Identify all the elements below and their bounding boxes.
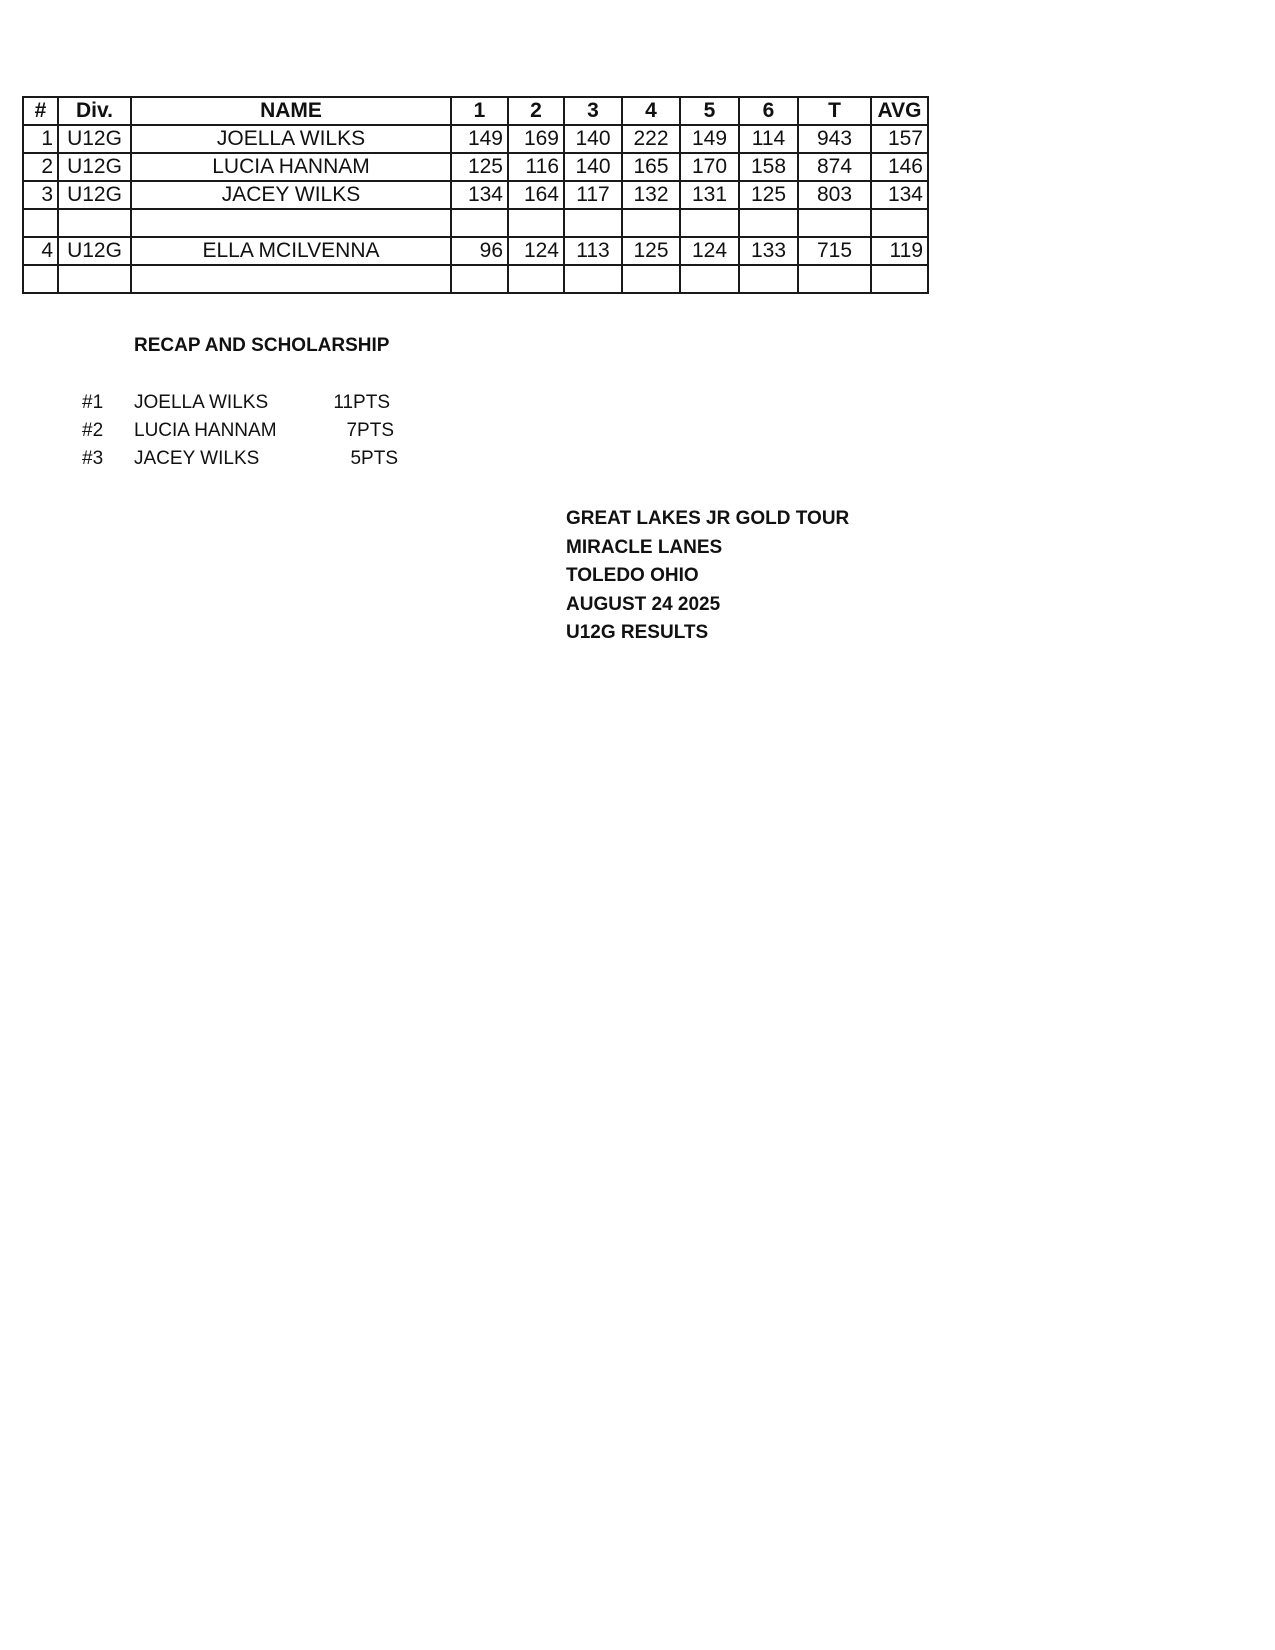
cell-rank <box>23 265 58 293</box>
cell-game-2: 116 <box>508 153 564 181</box>
cell-division: U12G <box>58 181 131 209</box>
table-row <box>23 125 928 153</box>
cell-game-5 <box>680 209 739 237</box>
header-game-5: 5 <box>680 97 739 125</box>
cell-average <box>871 209 928 237</box>
cell-game-2: 164 <box>508 181 564 209</box>
cell-game-4: 165 <box>622 153 680 181</box>
cell-game-3: 113 <box>564 237 622 265</box>
cell-total: 943 <box>798 125 871 153</box>
header-game-2: 2 <box>508 97 564 125</box>
cell-game-5: 124 <box>680 237 739 265</box>
header-name: NAME <box>131 97 451 125</box>
event-results-label: U12G RESULTS <box>566 622 709 643</box>
cell-rank <box>23 209 58 237</box>
cell-name: ELLA MCILVENNA <box>131 237 451 265</box>
cell-average: 146 <box>871 153 928 181</box>
cell-game-1 <box>451 209 508 237</box>
cell-game-6: 125 <box>739 181 798 209</box>
cell-game-1: 149 <box>451 125 508 153</box>
cell-game-5: 131 <box>680 181 739 209</box>
cell-game-1 <box>451 265 508 293</box>
recap-points: 7PTS <box>346 420 394 441</box>
cell-game-4: 222 <box>622 125 680 153</box>
cell-rank: 2 <box>23 153 58 181</box>
table-row-empty <box>23 209 928 237</box>
cell-game-6 <box>739 209 798 237</box>
recap-rank: #2 <box>82 420 104 441</box>
table-header-row <box>23 97 928 125</box>
recap-points: 11PTS <box>333 392 390 413</box>
header-game-3: 3 <box>564 97 622 125</box>
cell-game-6 <box>739 265 798 293</box>
cell-game-3 <box>564 265 622 293</box>
cell-game-3 <box>564 209 622 237</box>
cell-total: 715 <box>798 237 871 265</box>
recap-name: JACEY WILKS <box>134 448 260 469</box>
cell-total <box>798 209 871 237</box>
cell-average: 119 <box>871 237 928 265</box>
recap-name: LUCIA HANNAM <box>134 420 277 441</box>
cell-total <box>798 265 871 293</box>
cell-total: 803 <box>798 181 871 209</box>
cell-name <box>131 265 451 293</box>
cell-game-3: 117 <box>564 181 622 209</box>
recap-title: RECAP AND SCHOLARSHIP <box>134 335 390 356</box>
cell-game-3: 140 <box>564 125 622 153</box>
cell-game-2 <box>508 265 564 293</box>
header-game-4: 4 <box>622 97 680 125</box>
cell-rank: 4 <box>23 237 58 265</box>
cell-game-4: 132 <box>622 181 680 209</box>
header-average: AVG <box>871 97 928 125</box>
cell-game-5: 149 <box>680 125 739 153</box>
cell-game-4: 125 <box>622 237 680 265</box>
cell-average: 134 <box>871 181 928 209</box>
event-tour: GREAT LAKES JR GOLD TOUR <box>566 508 850 529</box>
table-row <box>23 181 928 209</box>
header-division: Div. <box>58 97 131 125</box>
cell-game-2: 124 <box>508 237 564 265</box>
cell-rank: 1 <box>23 125 58 153</box>
scores-table <box>22 96 929 294</box>
cell-game-6: 133 <box>739 237 798 265</box>
event-city: TOLEDO OHIO <box>566 565 699 586</box>
cell-name: JOELLA WILKS <box>131 125 451 153</box>
recap-name: JOELLA WILKS <box>134 392 269 413</box>
cell-game-4 <box>622 265 680 293</box>
cell-game-6: 158 <box>739 153 798 181</box>
cell-average: 157 <box>871 125 928 153</box>
recap-points: 5PTS <box>350 448 398 469</box>
cell-total: 874 <box>798 153 871 181</box>
cell-game-1: 96 <box>451 237 508 265</box>
table-row <box>23 237 928 265</box>
cell-name: JACEY WILKS <box>131 181 451 209</box>
header-game-6: 6 <box>739 97 798 125</box>
event-venue: MIRACLE LANES <box>566 536 723 558</box>
recap-rank: #1 <box>82 392 104 413</box>
cell-game-5 <box>680 265 739 293</box>
cell-name <box>131 209 451 237</box>
cell-average <box>871 265 928 293</box>
cell-rank: 3 <box>23 181 58 209</box>
cell-division: U12G <box>58 153 131 181</box>
cell-game-4 <box>622 209 680 237</box>
table-row-empty <box>23 265 928 293</box>
cell-game-6: 114 <box>739 125 798 153</box>
cell-game-2: 169 <box>508 125 564 153</box>
cell-game-1: 125 <box>451 153 508 181</box>
cell-division <box>58 209 131 237</box>
cell-division: U12G <box>58 237 131 265</box>
cell-game-5: 170 <box>680 153 739 181</box>
cell-division: U12G <box>58 125 131 153</box>
cell-game-3: 140 <box>564 153 622 181</box>
header-total: T <box>798 97 871 125</box>
cell-game-1: 134 <box>451 181 508 209</box>
recap-rank: #3 <box>82 448 104 469</box>
table-row <box>23 153 928 181</box>
cell-name: LUCIA HANNAM <box>131 153 451 181</box>
event-date: AUGUST 24 2025 <box>566 593 721 615</box>
event-info <box>566 505 849 648</box>
cell-game-2 <box>508 209 564 237</box>
cell-division <box>58 265 131 293</box>
header-rank: # <box>23 97 58 125</box>
header-game-1: 1 <box>451 97 508 125</box>
